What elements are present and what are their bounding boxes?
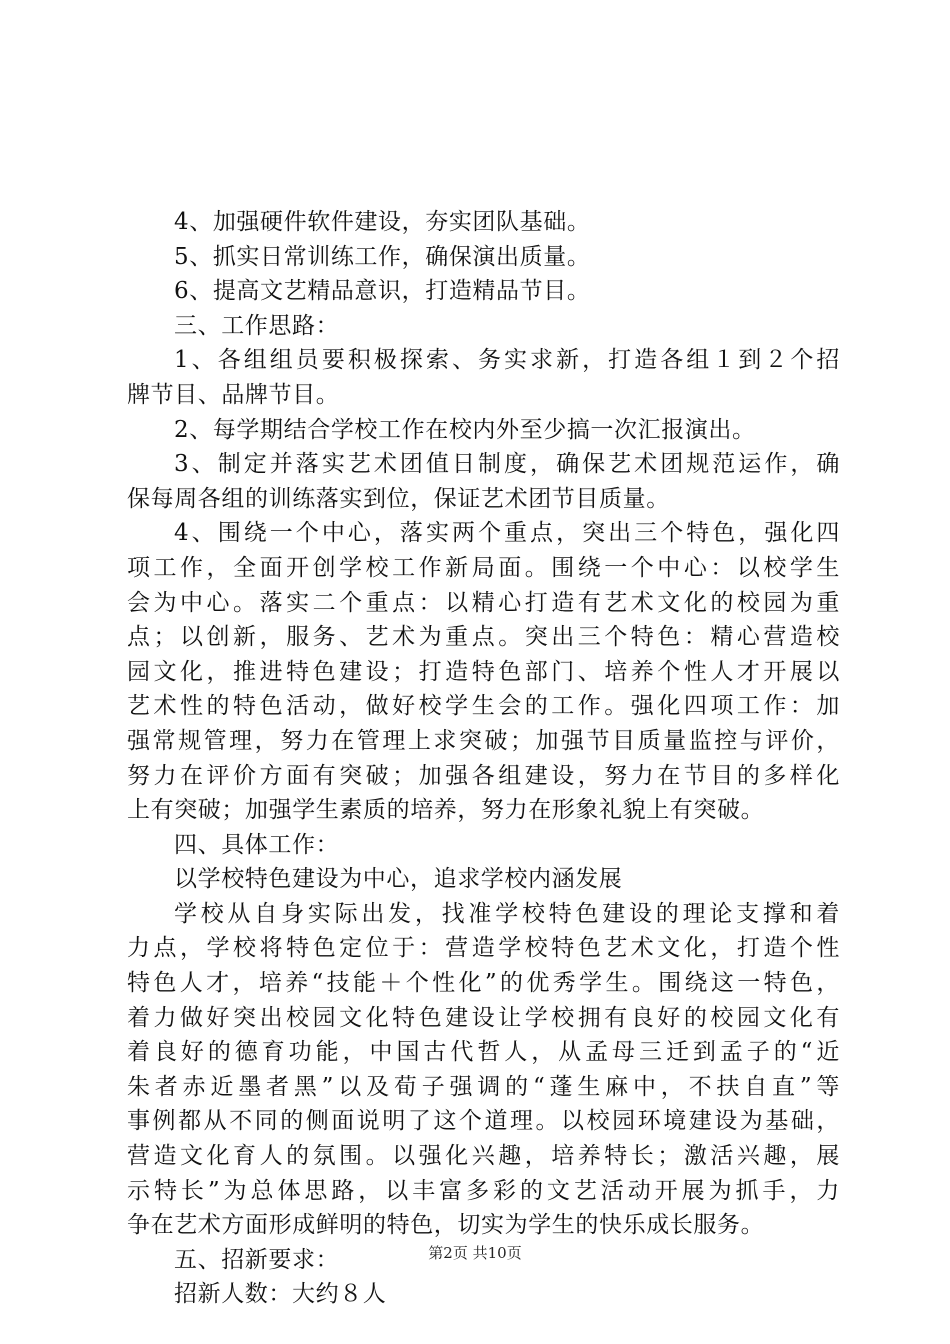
text-line: 2、每学期结合学校工作在校内外至少搞一次汇报演出。 (174, 416, 756, 443)
text-line: 营造文化育人的氛围。以强化兴趣，培养特长；激活兴趣，展 (127, 1143, 840, 1170)
text-line: 4、围绕一个中心，落实两个重点，突出三个特色，强化四 (174, 520, 840, 547)
text-line: 学校从自身实际出发，找准学校特色建设的理论支撑和着 (174, 900, 840, 927)
text-line: 五、招新要求： (174, 1246, 340, 1273)
text-line: 强常规管理，努力在管理上求突破；加强节目质量监控与评价， (127, 727, 840, 754)
text-line: 努力在评价方面有突破；加强各组建设，努力在节目的多样化 (127, 762, 840, 789)
text-line: 6、提高文艺精品意识，打造精品节目。 (174, 278, 591, 305)
text-line: 点；以创新，服务、艺术为重点。突出三个特色：精心营造校 (127, 624, 840, 651)
text-line: 特色人才，培养“技能＋个性化”的优秀学生。围绕这一特色， (127, 970, 840, 997)
text-line: 朱者赤近墨者黑”以及荀子强调的“蓬生麻中，不扶自直”等 (127, 1073, 840, 1100)
document-body (127, 205, 840, 1312)
text-line: 着力做好突出校园文化特色建设让学校拥有良好的校园文化有 (127, 1004, 840, 1031)
text-line: 三、工作思路： (174, 312, 340, 339)
text-line: 会为中心。落实二个重点：以精心打造有艺术文化的校园为重 (127, 589, 840, 616)
text-line: 争在艺术方面形成鲜明的特色，切实为学生的快乐成长服务。 (127, 1212, 765, 1239)
text-line: 5、抓实日常训练工作，确保演出质量。 (174, 243, 591, 270)
text-line: 1、各组组员要积极探索、务实求新，打造各组１到２个招 (174, 347, 840, 374)
text-line: 上有突破；加强学生素质的培养，努力在形象礼貌上有突破。 (127, 797, 765, 824)
text-line: 园文化，推进特色建设；打造特色部门、培养个性人才开展以 (127, 658, 840, 685)
text-line: 招新人数：大约８人 (174, 1281, 387, 1308)
text-line: 艺术性的特色活动，做好校学生会的工作。强化四项工作：加 (127, 693, 840, 720)
page-footer: 第2页 共10页 (428, 1244, 522, 1262)
text-line: 着良好的德育功能，中国古代哲人，从孟母三迁到孟子的“近 (127, 1039, 840, 1066)
text-line: 四、具体工作： (174, 831, 340, 858)
text-line: 牌节目、品牌节目。 (127, 381, 340, 408)
text-line: 保每周各组的训练落实到位，保证艺术团节目质量。 (127, 485, 670, 512)
text-line: 力点，学校将特色定位于：营造学校特色艺术文化，打造个性 (127, 935, 840, 962)
text-line: 以学校特色建设为中心，追求学校内涵发展 (174, 866, 623, 893)
text-line: 3、制定并落实艺术团值日制度，确保艺术团规范运作，确 (174, 451, 840, 478)
text-line: 示特长”为总体思路，以丰富多彩的文艺活动开展为抓手，力 (127, 1177, 840, 1204)
text-line: 事例都从不同的侧面说明了这个道理。以校园环境建设为基础， (127, 1108, 840, 1135)
text-line: 4、加强硬件软件建设，夯实团队基础。 (174, 209, 591, 235)
text-line: 项工作，全面开创学校工作新局面。围绕一个中心：以校学生 (127, 554, 840, 581)
